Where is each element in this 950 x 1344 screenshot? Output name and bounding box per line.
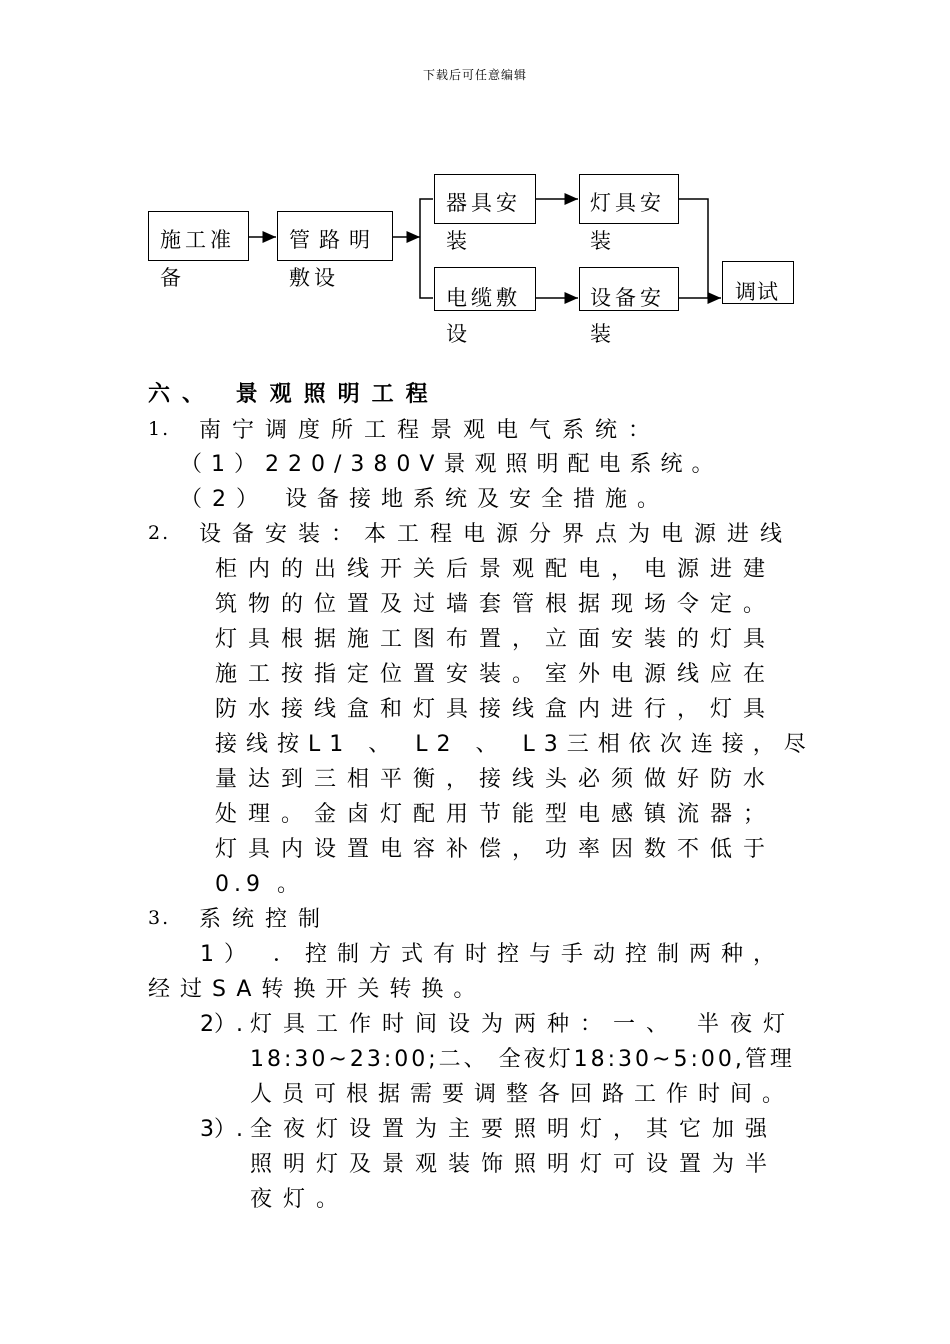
item3-text: 系统控制 <box>199 907 332 932</box>
section-title: 六、 景观照明工程 <box>148 382 440 407</box>
node-construction-prep-text: 施工准 <box>160 228 235 252</box>
node-construction-prep-text-cont: 备 <box>160 266 185 290</box>
branch-connector <box>420 199 433 237</box>
item3-p3-label: 3）. <box>200 1117 243 1142</box>
item2-line: 灯具根据施工图布置，立面安装的灯具 <box>215 627 777 652</box>
item2-line: 0.9 。 <box>215 872 304 897</box>
item2-line: 接线按L1 、 L2 、 L3三相依次连接，尽 <box>215 732 815 757</box>
item1-text: 南宁调度所工程景观电气系统： <box>199 418 662 443</box>
item2-line: 灯具内设置电容补偿，功率因数不低于 <box>215 837 777 862</box>
node-exposed-piping-text-cont: 敷设 <box>289 266 339 290</box>
node-debugging-text: 调试 <box>735 280 779 304</box>
item3-p2-line: 18:30~23:00;二、 全夜灯18:30~5:00,管理 <box>250 1047 795 1072</box>
item2-line: 量达到三相平衡，接线头必须做好防水 <box>215 767 777 792</box>
item3-label: 3. <box>148 907 171 929</box>
node-equipment-install-text: 设备安 <box>590 286 665 310</box>
node-lamp-install-text: 灯具安 <box>590 191 665 215</box>
item3-p2-line: 灯具工作时间设为两种：一、 半夜灯 <box>250 1012 796 1037</box>
item3-p3-line: 夜灯。 <box>250 1187 350 1212</box>
merge-connector-upper <box>679 199 708 298</box>
node-cable-laying-text: 电缆敷 <box>446 286 521 310</box>
item2-line: 柜内的出线开关后景观配电，电源进建 <box>215 557 777 582</box>
node-equipment-install-text-cont: 装 <box>590 322 615 346</box>
item3-p2-line: 人员可根据需要调整各回路工作时间。 <box>250 1082 795 1107</box>
item3-p3-line: 照明灯及景观装饰照明灯可设置为半 <box>250 1152 779 1177</box>
item1-label: 1. <box>148 418 171 440</box>
item2-line: 处理。金卤灯配用节能型电感镇流器； <box>215 802 777 827</box>
node-exposed-piping-text: 管路明 <box>289 228 379 252</box>
item3-p1-line: 1） ．控制方式有时控与手动控制两种， <box>200 942 785 967</box>
item2-line: 施工按指定位置安装。室外电源线应在 <box>215 662 777 687</box>
item3-p2-label: 2）. <box>200 1012 243 1037</box>
item2-line: 防水接线盒和灯具接线盒内进行，灯具 <box>215 697 777 722</box>
branch-connector-lower <box>420 237 433 298</box>
item1-sub1: （1）220/380V景观照明配电系统。 <box>180 452 723 477</box>
node-fixture-install-text: 器具安 <box>446 191 521 215</box>
item2-line: 设备安装：本工程电源分界点为电源进线 <box>199 522 794 547</box>
node-fixture-install-text-cont: 装 <box>446 229 471 253</box>
page-header-note: 下载后可任意编辑 <box>422 68 527 82</box>
item3-p1-line: 经过SA转换开关转换。 <box>148 977 486 1002</box>
item1-sub2: （2） 设备接地系统及安全措施。 <box>180 487 669 512</box>
item3-p3-line: 全夜灯设置为主要照明灯，其它加强 <box>250 1117 779 1142</box>
node-lamp-install-text-cont: 装 <box>590 229 615 253</box>
item2-line: 筑物的位置及过墙套管根据现场令定。 <box>215 592 777 617</box>
item2-label: 2. <box>148 522 171 544</box>
node-cable-laying-text-cont: 设 <box>446 322 471 346</box>
